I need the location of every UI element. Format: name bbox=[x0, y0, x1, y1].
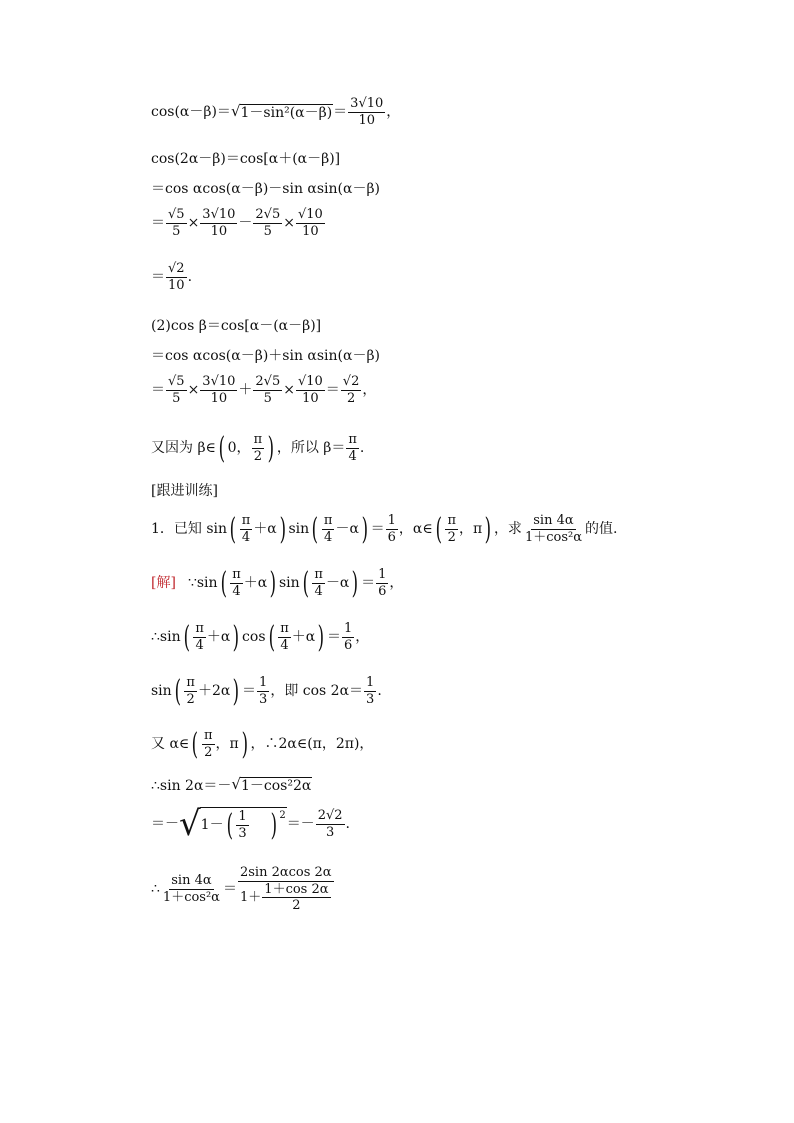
fraction: $\frac{√2}{10}$ bbox=[168, 261, 185, 293]
solution-line-5: ∴sin 2α＝－ √ 1－cos²2α bbox=[151, 775, 312, 794]
solution-line-4: 又 α∈ ( $\frac{\pi}{2}$ ，π ) ，∴2α∈(π，2π)， bbox=[151, 726, 374, 762]
solution-line-3: sin ( $\frac{\pi}{2}$ ＋2α ) ＝ $\frac{1}{3}$ ，即 cos 2α＝ $\frac{1}{3}$ . bbox=[151, 673, 382, 709]
equation-line-2: cos(2α－β)＝cos[α＋(α－β)] bbox=[151, 151, 341, 167]
lhs: cos(α－β)＝ bbox=[151, 104, 231, 121]
equation-line-6: (2)cos β＝cos[α－(α－β)] bbox=[151, 318, 322, 334]
fraction: $\frac{√2}{2}$ bbox=[342, 374, 360, 406]
equation-line-4: ＝ $\frac{√5}{5}$ × $\frac{3√10}{10}$ － $\frac{2√5}{5}$ × $\frac{√10}{10}$ bbox=[151, 207, 323, 239]
equation-line-3: ＝cos αcos(α－β)－sin αsin(α－β) bbox=[151, 181, 381, 197]
fraction: $\frac{\pi}{4}$ bbox=[348, 432, 357, 464]
fraction: $\frac{√5}{5}$ bbox=[168, 374, 185, 406]
sqrt: √ 1－sin²(α－β) bbox=[230, 101, 333, 121]
fraction: $\frac{√10}{10}$ bbox=[297, 207, 323, 239]
fraction: $\frac{2√5}{5}$ bbox=[255, 374, 281, 406]
equation-line-8: ＝ $\frac{√5}{5}$ × $\frac{3√10}{10}$ ＋ $\frac{2√5}{5}$ × $\frac{√10}{10}$ ＝ $\frac{√2}{2}$ ， bbox=[151, 374, 377, 406]
solution-line-1: [解] ∵sin ( $\frac{\pi}{4}$ ＋α ) sin ( $\frac{\pi}{4}$ －α ) ＝ $\frac{1}{6}$ ， bbox=[151, 565, 404, 601]
solution-line-7: ∴ $\frac{\sin 4\alpha}{\text{1＋cos²α}}$ ＝ 2sin 2αcos 2α 1＋ $\frac{1+\cos 2\alpha}{2}$ bbox=[151, 865, 332, 914]
question-1: 1．已知 sin ( $\frac{\pi}{4}$ ＋α ) sin ( $\frac{\pi}{4}$ －α ) ＝ $\frac{1}{6}$ ，α∈ ( $\frac{\pi}{2}$ ，π ) ，求 $\frac{\sin 4\alpha}{\text{1＋cos²α}}$ 的值. bbox=[151, 511, 618, 547]
fraction: $\frac{2√5}{5}$ bbox=[255, 207, 281, 239]
fraction: $\frac{√10}{10}$ bbox=[297, 374, 323, 406]
equation-line-9: 又因为 β∈ ( 0， $\frac{\pi}{2}$ ) ，所以 β＝ $\frac{\pi}{4}$ . bbox=[151, 430, 365, 466]
section-heading: [跟进训练] bbox=[151, 483, 218, 499]
fraction: $\frac{\pi}{2}$ bbox=[253, 432, 263, 464]
equation-cos-alpha-minus-beta: cos(α－β)＝ √ 1－sin²(α－β) ＝ $\frac{3√10}{10}$ ， bbox=[151, 96, 401, 128]
fraction: $\frac{3√10}{10}$ bbox=[202, 207, 236, 239]
sqrt: √ 1－cos²2α bbox=[231, 775, 312, 794]
fraction: $\frac{3√10}{10}$ bbox=[350, 96, 384, 128]
radicand: 1－sin²(α－β) bbox=[240, 104, 333, 121]
equals: ＝ bbox=[333, 104, 348, 121]
fraction: $\frac{√5}{5}$ bbox=[168, 207, 185, 239]
solution-line-6: ＝－ √ 1－ ( $\frac{1}{3}$ ) $^2$ ＝－ $\frac{2√2}{3}$ . bbox=[151, 804, 350, 844]
sqrt: √ 1－ ( $\frac{1}{3}$ ) $^2$ bbox=[179, 804, 286, 844]
solution-line-2: ∴sin ( $\frac{\pi}{4}$ ＋α ) cos ( $\frac{\pi}{4}$ ＋α ) ＝ $\frac{1}{6}$ ， bbox=[151, 619, 370, 655]
equation-line-5: ＝ $\frac{√2}{10}$ . bbox=[151, 261, 193, 293]
fraction: $\frac{3√10}{10}$ bbox=[202, 374, 236, 406]
solution-tag: [解] bbox=[151, 575, 176, 592]
equation-line-7: ＝cos αcos(α－β)＋sin αsin(α－β) bbox=[151, 348, 381, 364]
